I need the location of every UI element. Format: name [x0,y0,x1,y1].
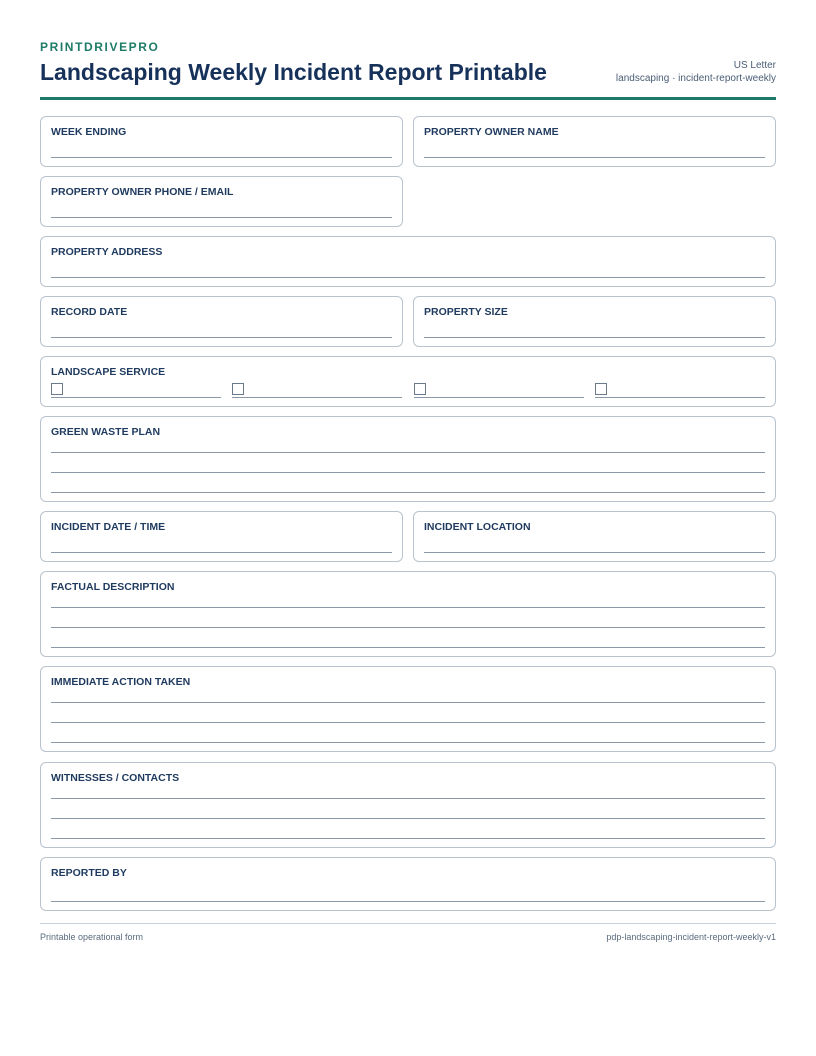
header-divider [40,97,776,100]
checkbox-icon[interactable] [595,383,607,395]
owner-contact-label: PROPERTY OWNER PHONE / EMAIL [51,186,234,198]
page-title: Landscaping Weekly Incident Report Printable [40,59,547,85]
landscape-service-field [40,356,776,407]
incident-location-field[interactable] [413,511,776,562]
address-line[interactable] [51,277,765,278]
owner-contact-field[interactable] [40,176,403,227]
service-option-2[interactable] [232,383,402,398]
incident-datetime-label: INCIDENT DATE / TIME [51,521,166,533]
property-size-line[interactable] [424,337,765,338]
footer-left-text: Printable operational form [40,932,144,942]
immediate-action-line-2[interactable] [51,722,765,723]
factual-description-line-1[interactable] [51,607,765,608]
reported-by-line[interactable] [51,901,765,902]
reported-by-field[interactable] [40,857,776,911]
green-waste-field[interactable] [40,416,776,502]
green-waste-line-1[interactable] [51,452,765,453]
factual-description-field[interactable] [40,571,776,657]
factual-description-line-3[interactable] [51,647,765,648]
witnesses-line-2[interactable] [51,818,765,819]
incident-datetime-line[interactable] [51,552,392,553]
service-option-4[interactable] [595,383,765,398]
property-size-field[interactable] [413,296,776,347]
incident-location-label: INCIDENT LOCATION [424,521,531,533]
owner-name-field[interactable] [413,116,776,167]
green-waste-line-2[interactable] [51,472,765,473]
service-option-1[interactable] [51,383,221,398]
record-date-line[interactable] [51,337,392,338]
owner-name-line[interactable] [424,157,765,158]
immediate-action-line-3[interactable] [51,742,765,743]
reported-by-label: REPORTED BY [51,867,127,879]
green-waste-label: GREEN WASTE PLAN [51,426,161,438]
paper-size: US Letter [733,60,776,71]
record-date-field[interactable] [40,296,403,347]
form-tags: landscaping · incident-report-weekly [615,73,776,84]
footer-divider [40,923,776,924]
address-label: PROPERTY ADDRESS [51,246,163,258]
witnesses-line-3[interactable] [51,838,765,839]
header-meta [616,59,776,85]
immediate-action-line-1[interactable] [51,702,765,703]
week-ending-field[interactable] [40,116,403,167]
checkbox-icon[interactable] [414,383,426,395]
immediate-action-label: IMMEDIATE ACTION TAKEN [51,676,191,688]
brand-name: PRINTDRIVEPRO [40,40,160,54]
address-field[interactable] [40,236,776,287]
witnesses-label: WITNESSES / CONTACTS [51,772,180,784]
incident-location-line[interactable] [424,552,765,553]
incident-datetime-field[interactable] [40,511,403,562]
immediate-action-field[interactable] [40,666,776,752]
checkbox-icon[interactable] [232,383,244,395]
factual-description-line-2[interactable] [51,627,765,628]
owner-contact-line[interactable] [51,217,392,218]
week-ending-line[interactable] [51,157,392,158]
factual-description-label: FACTUAL DESCRIPTION [51,581,175,593]
landscape-service-label: LANDSCAPE SERVICE [51,366,166,378]
owner-name-label: PROPERTY OWNER NAME [424,126,559,138]
week-ending-label: WEEK ENDING [51,126,127,138]
witnesses-field[interactable] [40,762,776,848]
property-size-label: PROPERTY SIZE [424,306,508,318]
witnesses-line-1[interactable] [51,798,765,799]
green-waste-line-3[interactable] [51,492,765,493]
checkbox-icon[interactable] [51,383,63,395]
record-date-label: RECORD DATE [51,306,128,318]
form-header [40,40,776,100]
footer-form-id: pdp-landscaping-incident-report-weekly-v1 [606,932,776,942]
service-option-3[interactable] [414,383,584,398]
